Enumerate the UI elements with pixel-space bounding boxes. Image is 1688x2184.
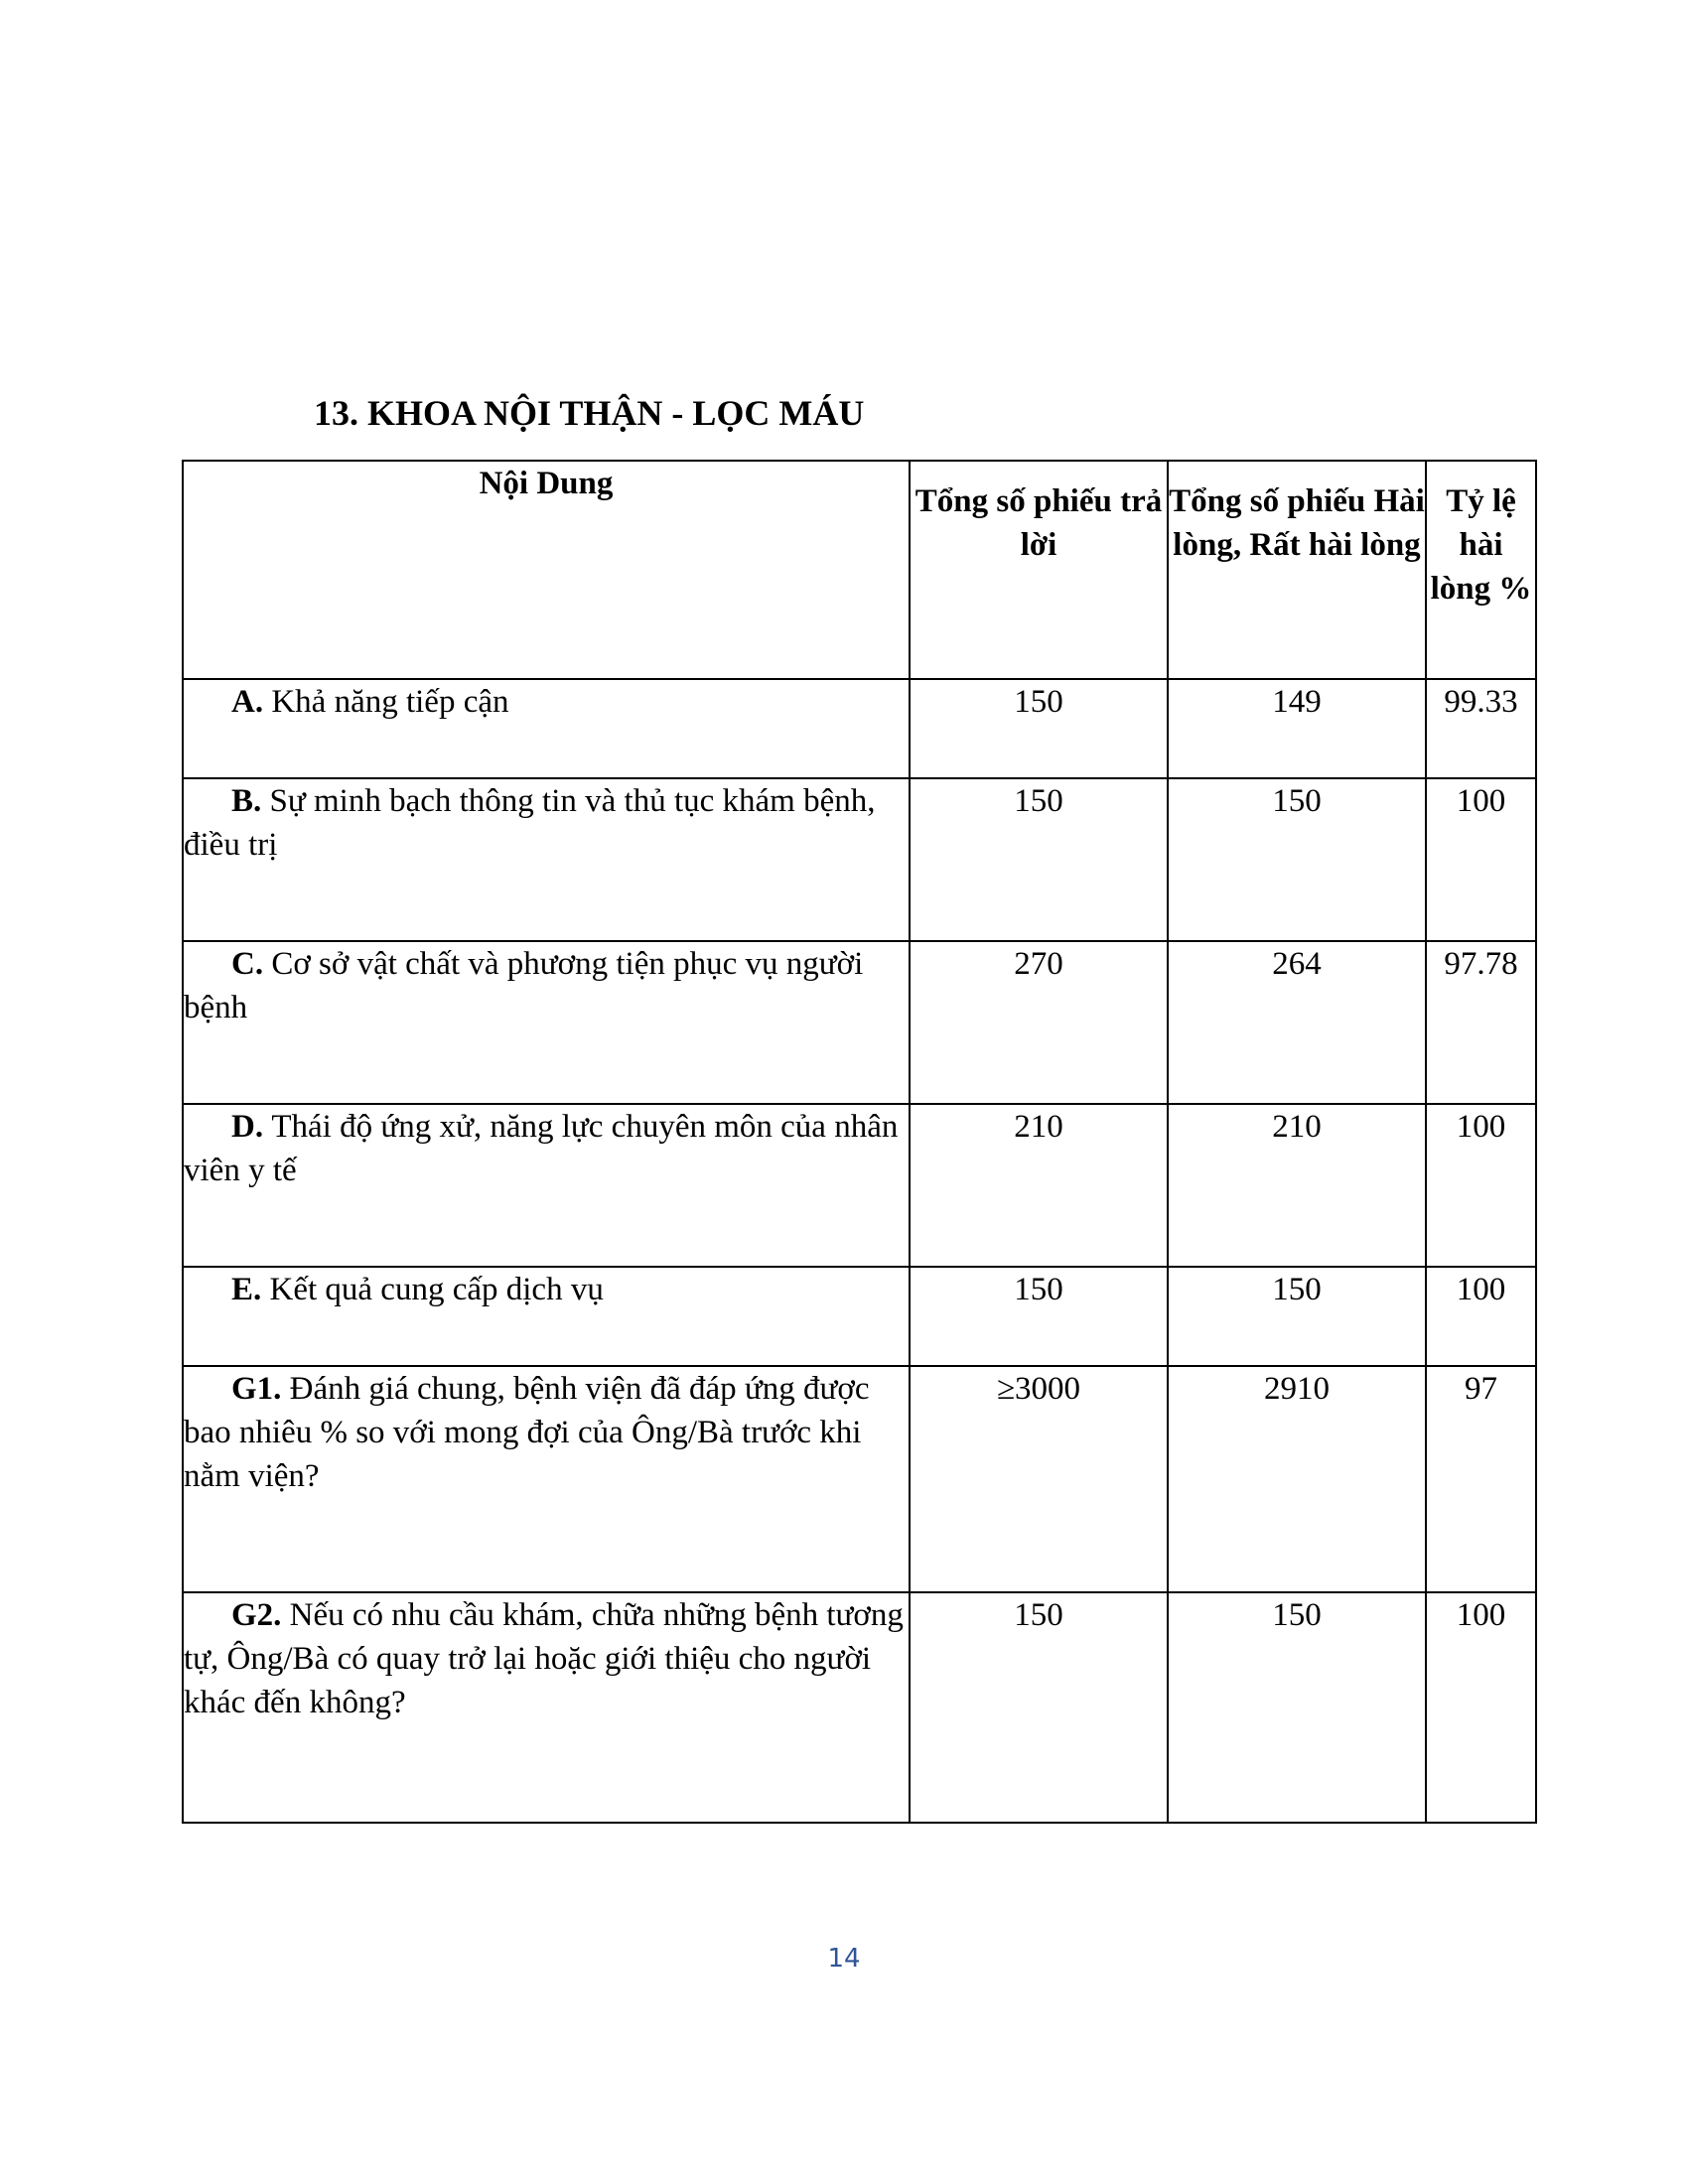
table-row	[183, 1366, 1536, 1592]
row-rate: 100	[1426, 1592, 1536, 1823]
row-description	[183, 1267, 910, 1366]
satisfaction-table	[182, 460, 1537, 1824]
row-total: 270	[910, 941, 1168, 1104]
row-rate: 100	[1426, 1104, 1536, 1267]
table-header-row	[183, 461, 1536, 679]
header-satisfied-label: Tổng số phiếu Hài lòng, Rất hài lòng	[1169, 483, 1425, 563]
row-code: G2.	[231, 1597, 282, 1633]
row-code: C.	[231, 946, 264, 982]
row-code: E.	[231, 1272, 262, 1307]
row-text: Thái độ ứng xử, năng lực chuyên môn của nhân viên y tế	[184, 1109, 899, 1188]
row-satisfied: 150	[1168, 1592, 1426, 1823]
row-description	[183, 1366, 910, 1592]
row-description	[183, 1592, 910, 1823]
section-title: 13. KHOA NỘI THẬN - LỌC MÁU	[314, 393, 865, 433]
header-total	[910, 461, 1168, 679]
row-satisfied: 210	[1168, 1104, 1426, 1267]
row-description	[183, 778, 910, 941]
row-satisfied: 264	[1168, 941, 1426, 1104]
row-description	[183, 941, 910, 1104]
row-satisfied: 150	[1168, 778, 1426, 941]
row-rate: 97.78	[1426, 941, 1536, 1104]
header-rate	[1426, 461, 1536, 679]
row-text: Khả năng tiếp cận	[271, 684, 509, 720]
row-description	[183, 1104, 910, 1267]
table-row	[183, 941, 1536, 1104]
table-row	[183, 778, 1536, 941]
row-text: Đánh giá chung, bệnh viện đã đáp ứng được bao nhiêu % so với mong đợi của Ông/Bà trước khi nằm viện?	[184, 1371, 870, 1494]
row-text: Sự minh bạch thông tin và thủ tục khám bệnh, điều trị	[184, 783, 876, 863]
header-satisfied	[1168, 461, 1426, 679]
row-total: 210	[910, 1104, 1168, 1267]
row-total: 150	[910, 778, 1168, 941]
table-row	[183, 1592, 1536, 1823]
row-rate: 100	[1426, 1267, 1536, 1366]
row-satisfied: 149	[1168, 679, 1426, 778]
page-number: 14	[827, 1944, 861, 1974]
row-code: B.	[231, 783, 262, 819]
row-text: Nếu có nhu cầu khám, chữa những bệnh tương tự, Ông/Bà có quay trở lại hoặc giới thiệu cho người khác đến không?	[184, 1597, 904, 1720]
row-total: ≥3000	[910, 1366, 1168, 1592]
row-rate: 97	[1426, 1366, 1536, 1592]
table-row	[183, 1267, 1536, 1366]
row-code: G1.	[231, 1371, 282, 1407]
row-rate: 99.33	[1426, 679, 1536, 778]
row-total: 150	[910, 1592, 1168, 1823]
header-rate-label: Tỷ lệ hài lòng %	[1430, 483, 1532, 607]
row-code: A.	[231, 684, 264, 720]
row-text: Cơ sở vật chất và phương tiện phục vụ người bệnh	[184, 946, 864, 1025]
row-satisfied: 2910	[1168, 1366, 1426, 1592]
row-rate: 100	[1426, 778, 1536, 941]
row-total: 150	[910, 679, 1168, 778]
row-total: 150	[910, 1267, 1168, 1366]
table-row	[183, 679, 1536, 778]
header-content: Nội Dung	[183, 461, 910, 679]
table-row	[183, 1104, 1536, 1267]
row-satisfied: 150	[1168, 1267, 1426, 1366]
row-text: Kết quả cung cấp dịch vụ	[269, 1272, 604, 1307]
header-total-label: Tổng số phiếu trả lời	[914, 483, 1163, 563]
row-code: D.	[231, 1109, 264, 1145]
row-description	[183, 679, 910, 778]
